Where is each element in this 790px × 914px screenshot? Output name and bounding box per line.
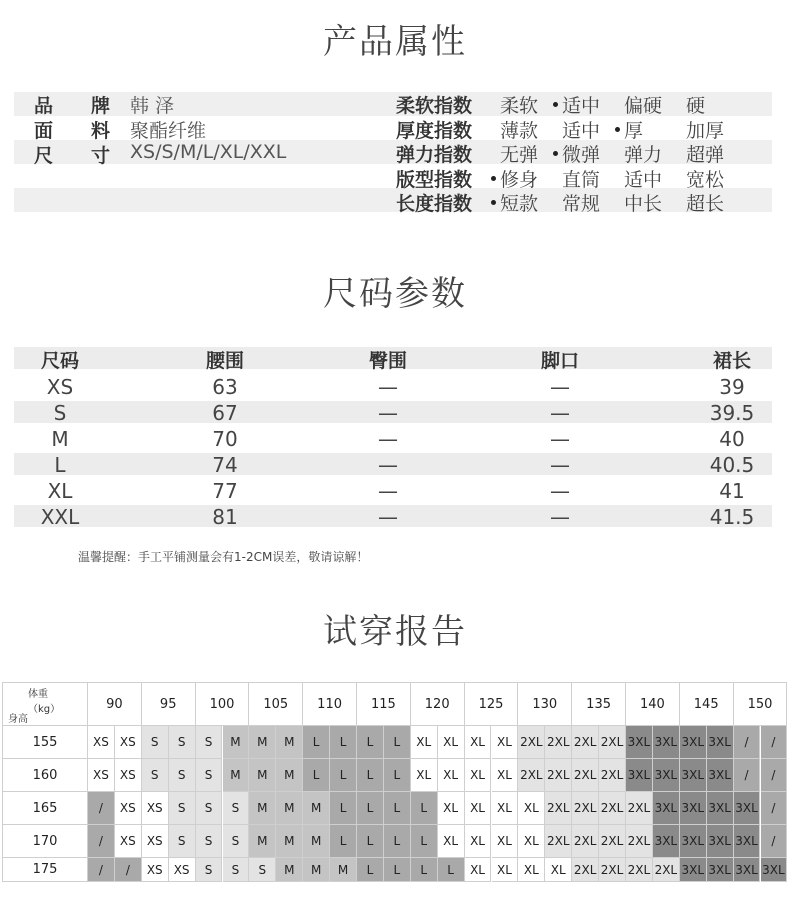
index-label: 弹力指数 xyxy=(396,144,473,166)
trial-size-cell: L xyxy=(330,792,357,825)
size-table-cell: — xyxy=(378,453,398,477)
size-table-cell: 41 xyxy=(719,479,745,503)
trial-size-cell: M xyxy=(249,726,276,759)
trial-size-cell: 2XL xyxy=(572,792,599,825)
trial-size-cell: XL xyxy=(492,825,519,858)
trial-size-cell: L xyxy=(411,858,438,882)
trial-size-cell: 2XL xyxy=(518,759,545,792)
trial-size-cell: L xyxy=(357,726,384,759)
index-option: 超长 xyxy=(686,193,725,215)
index-option: 弹力 xyxy=(624,144,663,166)
trial-size-cell: XS xyxy=(169,858,196,882)
trial-size-cell: 3XL xyxy=(653,825,680,858)
weight-header-cell: 115 xyxy=(357,682,411,726)
trial-size-cell: XL xyxy=(518,858,545,882)
trial-size-cell: 3XL xyxy=(707,792,734,825)
index-option: 柔软 xyxy=(500,95,539,117)
trial-size-cell: XS xyxy=(115,726,142,759)
trial-size-cell: L xyxy=(303,759,330,792)
index-option: 薄款 xyxy=(500,119,539,142)
size-table-cell: L xyxy=(54,453,66,477)
size-table-cell: — xyxy=(378,427,398,451)
index-option: 直筒 xyxy=(562,168,601,191)
size-table-header: 腰围 xyxy=(205,350,245,372)
trial-size-cell: 2XL xyxy=(653,858,680,882)
trial-size-cell: M xyxy=(276,792,303,825)
trial-size-cell: L xyxy=(330,759,357,792)
trial-size-cell: XL xyxy=(492,792,519,825)
size-table-cell: M xyxy=(51,427,69,451)
trial-size-cell: XL xyxy=(465,792,492,825)
index-option: 短款 xyxy=(500,193,539,215)
trial-size-cell: 3XL xyxy=(734,792,761,825)
size-table-cell: — xyxy=(550,505,570,529)
trial-size-cell: / xyxy=(761,759,788,792)
trial-size-cell: 3XL xyxy=(680,792,707,825)
trial-size-cell: / xyxy=(88,825,115,858)
trial-size-cell: 2XL xyxy=(599,858,626,882)
weight-header-cell: 140 xyxy=(626,682,680,726)
trial-size-cell: 3XL xyxy=(761,858,788,882)
trial-size-cell: L xyxy=(411,792,438,825)
trial-size-cell: 3XL xyxy=(707,825,734,858)
trial-title: 试穿报告 xyxy=(323,612,467,652)
brand-value: 韩 泽 xyxy=(130,95,175,117)
height-header-cell: 160 xyxy=(2,759,88,792)
fabric-value: 聚酯纤维 xyxy=(130,120,207,142)
height-axis-label: 身高 xyxy=(8,714,28,725)
trial-size-cell: M xyxy=(330,858,357,882)
weight-header-cell: 145 xyxy=(680,682,734,726)
size-table-header: 臀围 xyxy=(368,350,408,372)
trial-size-cell: XL xyxy=(492,726,519,759)
trial-size-cell: 2XL xyxy=(545,825,572,858)
trial-size-cell: S xyxy=(142,726,169,759)
trial-size-cell: XS xyxy=(142,792,169,825)
trial-size-cell: / xyxy=(88,858,115,882)
trial-size-cell: / xyxy=(734,759,761,792)
index-option: 微弹 xyxy=(562,144,601,166)
trial-size-cell: 3XL xyxy=(653,726,680,759)
trial-size-cell: 3XL xyxy=(626,726,653,759)
trial-size-cell: S xyxy=(223,858,250,882)
measurement-note: 温馨提醒：手工平铺测量会有1-2CM误差，敬请谅解！ xyxy=(78,550,369,564)
index-option: 适中 xyxy=(562,95,601,117)
size-table-cell: — xyxy=(378,505,398,529)
trial-size-cell: 2XL xyxy=(626,825,653,858)
trial-size-cell: S xyxy=(196,858,223,882)
trial-size-cell: 2XL xyxy=(599,726,626,759)
weight-header-cell: 110 xyxy=(303,682,357,726)
size-table-cell: — xyxy=(378,401,398,425)
trial-size-cell: S xyxy=(169,726,196,759)
trial-size-cell: XL xyxy=(438,825,465,858)
index-label: 厚度指数 xyxy=(396,119,473,142)
trial-size-cell: XL xyxy=(438,792,465,825)
index-option: 适中 xyxy=(624,168,663,191)
trial-size-cell: S xyxy=(169,825,196,858)
trial-size-cell: XL xyxy=(545,858,572,882)
trial-size-cell: 3XL xyxy=(653,759,680,792)
trial-size-cell: L xyxy=(330,726,357,759)
index-option: 硬 xyxy=(686,95,706,117)
size-table-cell: — xyxy=(550,453,570,477)
size-table-cell: 70 xyxy=(212,427,238,451)
trial-size-cell: XL xyxy=(465,858,492,882)
trial-size-cell: M xyxy=(276,858,303,882)
trial-size-cell: L xyxy=(357,858,384,882)
trial-size-cell: XL xyxy=(438,726,465,759)
trial-size-cell: 3XL xyxy=(680,759,707,792)
weight-header-cell: 105 xyxy=(249,682,303,726)
trial-size-cell: 2XL xyxy=(545,759,572,792)
trial-size-cell: XL xyxy=(518,792,545,825)
trial-size-cell: 2XL xyxy=(599,759,626,792)
trial-size-cell: M xyxy=(276,759,303,792)
trial-size-cell: M xyxy=(303,825,330,858)
selected-dot-icon xyxy=(553,151,558,156)
trial-size-cell: 2XL xyxy=(599,792,626,825)
trial-size-cell: S xyxy=(169,792,196,825)
trial-size-cell: XS xyxy=(115,825,142,858)
trial-size-cell: 3XL xyxy=(653,792,680,825)
trial-size-cell: / xyxy=(761,825,788,858)
trial-size-cell: 3XL xyxy=(680,858,707,882)
trial-size-cell: 2XL xyxy=(572,726,599,759)
trial-size-cell: XL xyxy=(465,759,492,792)
size-table-header: 裙长 xyxy=(712,350,752,372)
trial-size-cell: M xyxy=(223,726,250,759)
trial-size-cell: L xyxy=(384,825,411,858)
index-option: 常规 xyxy=(562,193,601,215)
trial-size-cell: L xyxy=(384,792,411,825)
weight-axis-label: 体重（kg） xyxy=(28,689,61,715)
index-option: 加厚 xyxy=(686,119,725,142)
trial-size-cell: M xyxy=(303,858,330,882)
trial-size-cell: M xyxy=(276,726,303,759)
weight-header-cell: 135 xyxy=(572,682,626,726)
trial-size-cell: 3XL xyxy=(734,858,761,882)
trial-size-cell: M xyxy=(223,759,250,792)
trial-size-cell: / xyxy=(115,858,142,882)
brand-label: 品 牌 xyxy=(34,95,111,117)
weight-header-cell: 120 xyxy=(411,682,465,726)
weight-header-cell: 95 xyxy=(142,682,196,726)
trial-size-cell: 3XL xyxy=(707,858,734,882)
trial-size-cell: 2XL xyxy=(545,726,572,759)
trial-size-cell: S xyxy=(196,759,223,792)
size-table-cell: — xyxy=(378,375,398,399)
trial-size-cell: M xyxy=(249,792,276,825)
weight-header-cell: 130 xyxy=(518,682,572,726)
selected-dot-icon xyxy=(553,102,558,107)
trial-size-cell: 3XL xyxy=(680,825,707,858)
trial-size-cell: S xyxy=(169,759,196,792)
trial-size-cell: XS xyxy=(88,759,115,792)
trial-size-cell: XL xyxy=(492,858,519,882)
weight-header-cell: 150 xyxy=(734,682,788,726)
size-table-cell: — xyxy=(550,427,570,451)
trial-size-cell: 2XL xyxy=(545,792,572,825)
index-label: 长度指数 xyxy=(396,193,473,215)
trial-size-cell: L xyxy=(384,759,411,792)
size-table-cell: — xyxy=(378,479,398,503)
trial-size-cell: XS xyxy=(115,759,142,792)
trial-size-cell: L xyxy=(303,726,330,759)
size-table-cell: 81 xyxy=(212,505,238,529)
size-table-cell: 39.5 xyxy=(709,401,755,425)
size-range-label: 尺 寸 xyxy=(34,145,111,167)
size-table-cell: — xyxy=(550,479,570,503)
size-table-cell: 74 xyxy=(212,453,238,477)
weight-header-cell: 100 xyxy=(196,682,250,726)
selected-dot-icon xyxy=(491,200,496,205)
size-table-cell: XXL xyxy=(40,505,80,529)
trial-size-cell: 3XL xyxy=(707,759,734,792)
index-option: 修身 xyxy=(500,168,539,191)
trial-size-cell: 3XL xyxy=(680,726,707,759)
trial-size-cell: XS xyxy=(88,726,115,759)
trial-size-cell: 2XL xyxy=(626,792,653,825)
trial-size-cell: XL xyxy=(411,726,438,759)
attributes-title: 产品属性 xyxy=(323,22,467,62)
trial-size-cell: L xyxy=(357,825,384,858)
trial-size-cell: L xyxy=(411,825,438,858)
index-option: 中长 xyxy=(624,193,663,215)
index-label: 柔软指数 xyxy=(396,95,473,117)
size-table-cell: — xyxy=(550,401,570,425)
trial-size-cell: / xyxy=(761,792,788,825)
trial-size-cell: 2XL xyxy=(518,726,545,759)
trial-size-cell: S xyxy=(249,858,276,882)
size-table-cell: 63 xyxy=(212,375,238,399)
trial-size-cell: M xyxy=(303,792,330,825)
trial-size-cell: XS xyxy=(142,858,169,882)
trial-size-cell: XL xyxy=(492,759,519,792)
size-table-cell: 40 xyxy=(719,427,745,451)
height-header-cell: 170 xyxy=(2,825,88,858)
trial-size-cell: L xyxy=(384,726,411,759)
trial-size-cell: XS xyxy=(142,825,169,858)
trial-size-cell: S xyxy=(196,825,223,858)
trial-size-cell: 2XL xyxy=(572,825,599,858)
trial-size-cell: 3XL xyxy=(707,726,734,759)
trial-size-cell: XL xyxy=(411,759,438,792)
trial-size-cell: S xyxy=(196,792,223,825)
index-option: 偏硬 xyxy=(624,95,663,117)
trial-size-cell: / xyxy=(734,726,761,759)
fabric-label: 面 料 xyxy=(34,120,111,142)
size-table-cell: XL xyxy=(47,479,73,503)
weight-header-cell: 125 xyxy=(465,682,519,726)
size-table-cell: — xyxy=(550,375,570,399)
size-table-cell: 67 xyxy=(212,401,238,425)
trial-size-cell: 3XL xyxy=(734,825,761,858)
height-header-cell: 175 xyxy=(2,858,88,882)
trial-size-cell: XL xyxy=(438,759,465,792)
trial-size-cell: S xyxy=(223,825,250,858)
trial-size-cell: L xyxy=(357,792,384,825)
trial-size-cell: M xyxy=(249,759,276,792)
trial-size-cell: 2XL xyxy=(599,825,626,858)
size-table-header: 尺码 xyxy=(40,350,80,372)
index-label: 版型指数 xyxy=(396,168,473,191)
size-table-cell: 40.5 xyxy=(709,453,755,477)
weight-header-cell: 90 xyxy=(88,682,142,726)
trial-size-cell: XL xyxy=(465,726,492,759)
selected-dot-icon xyxy=(615,127,620,132)
trial-size-cell: L xyxy=(384,858,411,882)
size-table-cell: 39 xyxy=(719,375,745,399)
trial-size-cell: L xyxy=(357,759,384,792)
size-table-cell: 77 xyxy=(212,479,238,503)
index-option: 超弹 xyxy=(686,144,725,166)
trial-size-cell: 3XL xyxy=(626,759,653,792)
size-range-value: XS/S/M/L/XL/XXL xyxy=(130,141,287,163)
trial-size-cell: 2XL xyxy=(572,759,599,792)
trial-size-cell: XS xyxy=(115,792,142,825)
trial-size-cell: S xyxy=(142,759,169,792)
size-table-header: 脚口 xyxy=(540,350,580,372)
size-table-cell: XS xyxy=(46,375,74,399)
trial-size-cell: L xyxy=(438,858,465,882)
trial-size-cell: L xyxy=(330,825,357,858)
trial-size-cell: XL xyxy=(518,825,545,858)
trial-size-cell: 2XL xyxy=(626,858,653,882)
trial-size-cell: M xyxy=(249,825,276,858)
size-title: 尺码参数 xyxy=(323,274,467,314)
trial-size-cell: S xyxy=(223,792,250,825)
trial-size-cell: XL xyxy=(465,825,492,858)
trial-size-cell: M xyxy=(276,825,303,858)
selected-dot-icon xyxy=(491,176,496,181)
trial-size-cell: 2XL xyxy=(572,858,599,882)
trial-size-cell: / xyxy=(761,726,788,759)
index-option: 宽松 xyxy=(686,168,725,191)
size-table-cell: 41.5 xyxy=(709,505,755,529)
index-option: 厚 xyxy=(624,119,644,142)
height-header-cell: 155 xyxy=(2,726,88,759)
index-option: 无弹 xyxy=(500,144,539,166)
trial-size-cell: / xyxy=(88,792,115,825)
height-header-cell: 165 xyxy=(2,792,88,825)
index-option: 适中 xyxy=(562,119,601,142)
trial-size-cell: S xyxy=(196,726,223,759)
size-table-cell: S xyxy=(53,401,67,425)
